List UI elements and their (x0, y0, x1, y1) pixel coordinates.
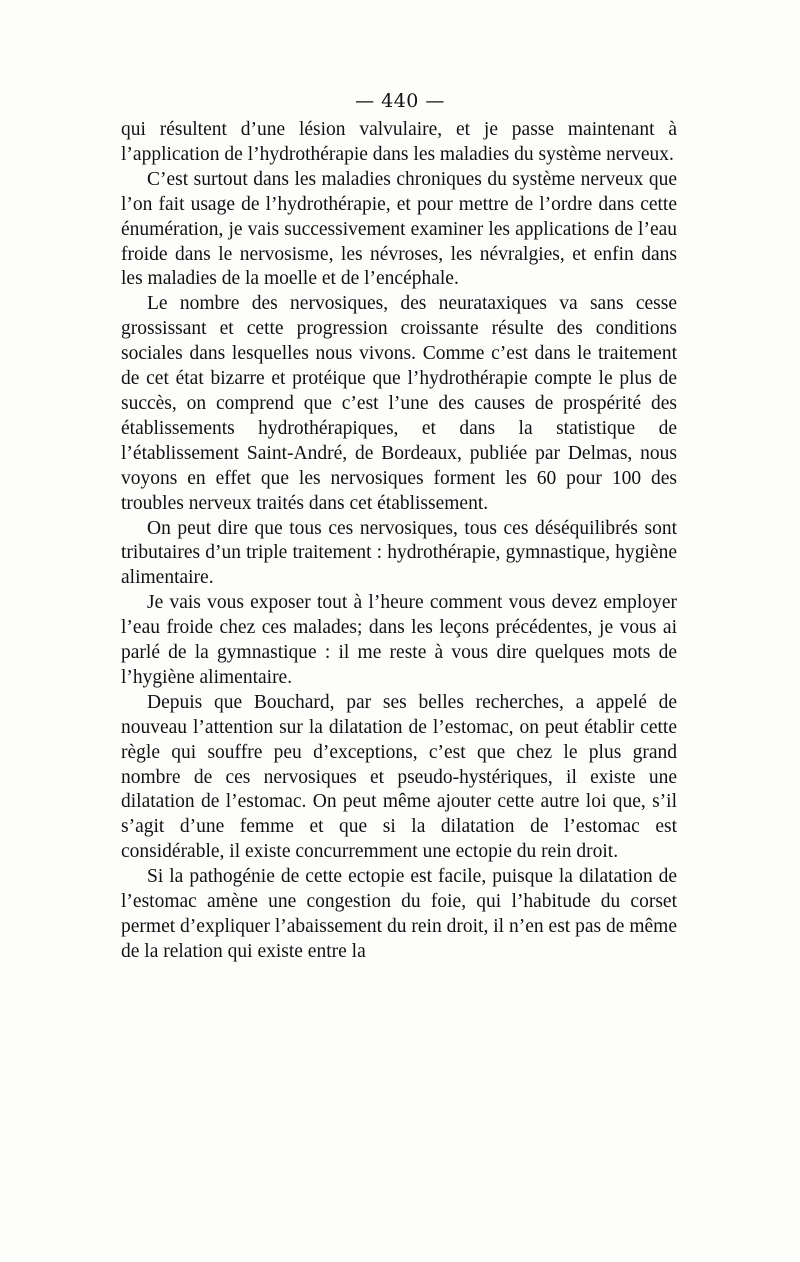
paragraph-nervosiques: Le nombre des nervosiques, des neurataxiques va sans cesse grossissant et cette progression croissante résulte des conditions sociales dans lesquelles nous vivons. Comme c’est dans le traitement de cet état bizarre et protéique que l’hydrothérapie compte le plus de succès, on comprend que c’est l’une des causes de prospérité des établissements hydrothérapiques, et dans la statistique de l’établissement Saint-André, de Bordeaux, publiée par Delmas, nous voyons en effet que les nervosiques forment les 60 pour 100 des troubles nerveux traités dans cet établissement. (121, 293, 677, 514)
paragraph-cold-water: Je vais vous exposer tout à l’heure comment vous devez employer l’eau froide chez ces malades; dans les leçons précédentes, je vous ai parlé de la gymnastique : il me reste à vous dire quelques mots de l’hygiène alimentaire. (121, 592, 677, 688)
paragraph-bouchard: Depuis que Bouchard, par ses belles recherches, a appelé de nouveau l’attention sur la dilatation de l’estomac, on peut établir cette règle qui souffre peu d’exceptions, c’est que chez le plus grand nombre de ces nervosiques et pseudo-hystériques, il existe une dilatation de l’estomac. On peut même ajouter cette autre loi que, s’il s’agit d’une femme et que si la dilatation de l’estomac est considérable, il existe concurremment une ectopie du rein droit. (121, 691, 677, 863)
paragraph-nervous-system: C’est surtout dans les maladies chroniques du système nerveux que l’on fait usage de l’hydrothérapie, et pour mettre de l’ordre dans cette énumération, je vais successivement examiner les applications de l’eau froide dans le nervosisme, les névroses, les névralgies, et enfin dans les maladies de la moelle et de l’encéphale. (121, 168, 677, 290)
page-body (121, 118, 677, 965)
paragraph-continuation: qui résultent d’une lésion valvulaire, et je passe maintenant à l’application de l’hydrothérapie dans les maladies du système nerveux. (121, 119, 677, 165)
page-number: — 440 — (355, 90, 445, 112)
paragraph-triple-treatment: On peut dire que tous ces nervosiques, tous ces déséquilibrés sont tributaires d’un triple traitement : hydrothérapie, gymnastique, hygiène alimentaire. (121, 517, 677, 589)
paragraph-pathogenie: Si la pathogénie de cette ectopie est facile, puisque la dilatation de l’estomac amène une congestion du foie, qui l’habitude du corset permet d’expliquer l’abaissement du rein droit, il n’en est pas de même de la relation qui existe entre la (121, 866, 677, 962)
